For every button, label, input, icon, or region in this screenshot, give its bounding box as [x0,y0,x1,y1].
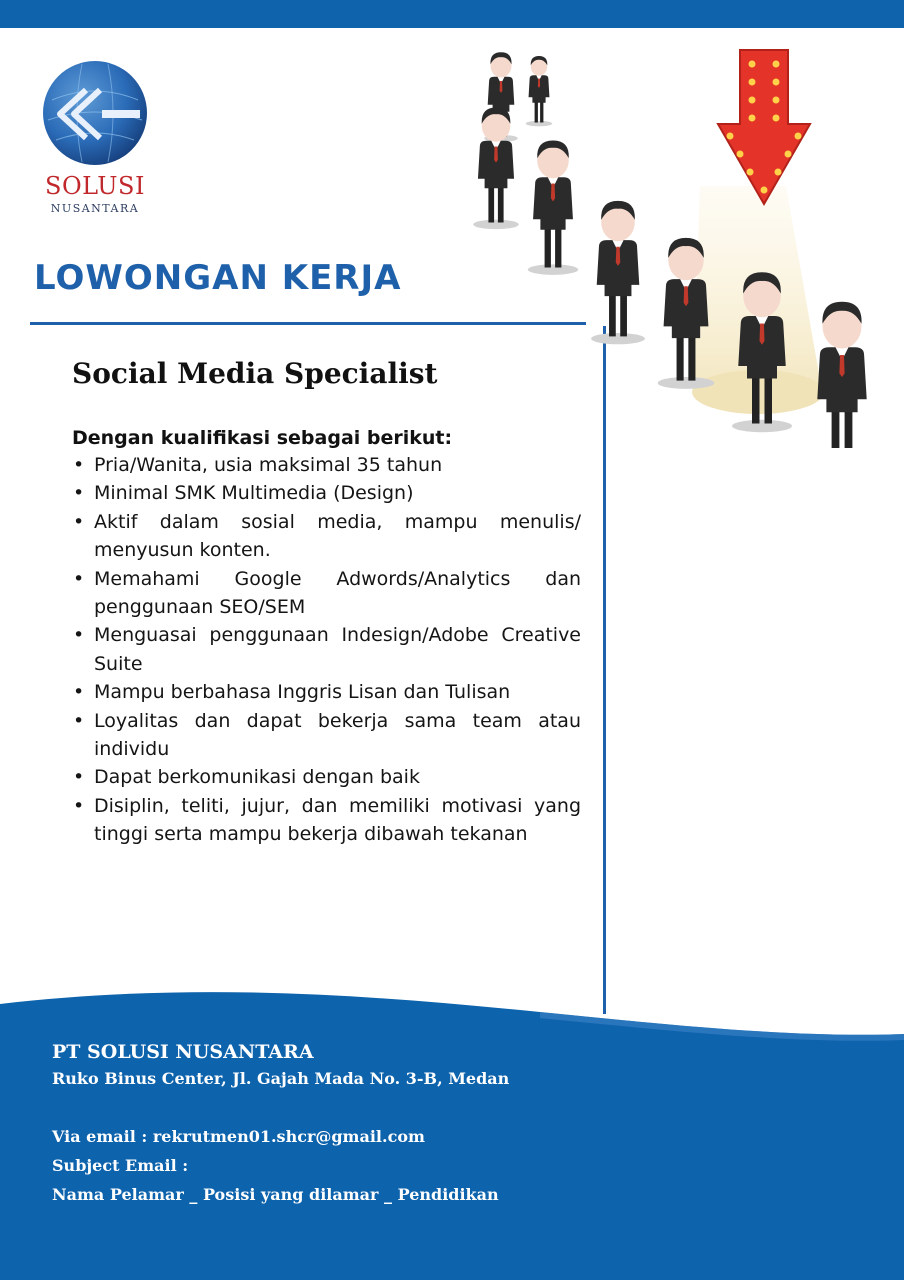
bullet-icon: • [73,709,85,732]
qualification-text: Menguasai penggunaan Indesign/Adobe Creative Suite [94,624,581,675]
red-arrow-icon [718,50,810,204]
qualification-text: Loyalitas dan dapat bekerja sama team atau individu [94,709,581,761]
businessman-icon [473,108,519,230]
bullet-icon: • [73,510,85,533]
bullet-icon: • [73,681,85,704]
company-name: PT SOLUSI NUSANTARA [52,1041,314,1063]
qualification-text: Dapat berkomunikasi dengan baik [94,766,420,789]
bullet-icon: • [73,794,85,817]
businessman-icon [591,201,645,344]
bullet-icon: • [73,567,85,590]
top-bar [0,0,904,28]
footer-contact [52,1038,509,1209]
company-logo [40,58,160,218]
globe-logo-icon [42,60,148,166]
qualification-text: Pria/Wanita, usia maksimal 35 tahun [94,454,443,476]
qualification-item [72,479,581,507]
bullet-icon: • [73,454,85,476]
bullet-icon: • [73,766,85,789]
bullet-icon: • [73,482,85,505]
qualification-item [72,451,581,479]
qualification-text: Disiplin, teliti, jujur, dan memiliki motivasi yang tinggi serta mampu bekerja dibawah tekanan [94,794,581,846]
businessman-icon [811,302,873,448]
businessman-icon [528,140,578,274]
qualification-item [72,621,581,678]
qualification-text: Aktif dalam sosial media, mampu menulis/ menyusun konten. [94,510,581,562]
qualification-text: Mampu berbahasa Inggris Lisan dan Tulisan [94,681,511,704]
qualification-text: Minimal SMK Multimedia (Design) [94,482,414,505]
qualification-item [72,678,581,706]
email-subject-format: Nama Pelamar _ Posisi yang dilamar _ Pendidikan [52,1185,499,1204]
contact-email: Via email : rekrutmen01.shcr@gmail.com [52,1127,425,1146]
logo-subtitle: NUSANTARA [50,202,140,215]
page-headline: LOWONGAN KERJA [34,258,402,298]
qualification-item [72,763,581,791]
hiring-illustration [468,36,904,448]
qualifications-heading: Dengan kualifikasi sebagai berikut: [72,427,453,449]
bullet-icon: • [73,624,85,647]
logo-name: SOLUSI [45,172,145,200]
qualification-text: Memahami Google Adwords/Analytics dan penggunaan SEO/SEM [94,567,581,619]
businessman-icon [526,56,552,126]
job-title: Social Media Specialist [72,357,438,390]
qualification-item [72,565,581,622]
email-subject-label: Subject Email : [52,1156,189,1175]
qualifications-list [72,451,581,849]
qualification-item [72,508,581,565]
qualification-item [72,707,581,764]
company-address: Ruko Binus Center, Jl. Gajah Mada No. 3-B, Medan [52,1069,510,1088]
qualification-item [72,792,581,849]
